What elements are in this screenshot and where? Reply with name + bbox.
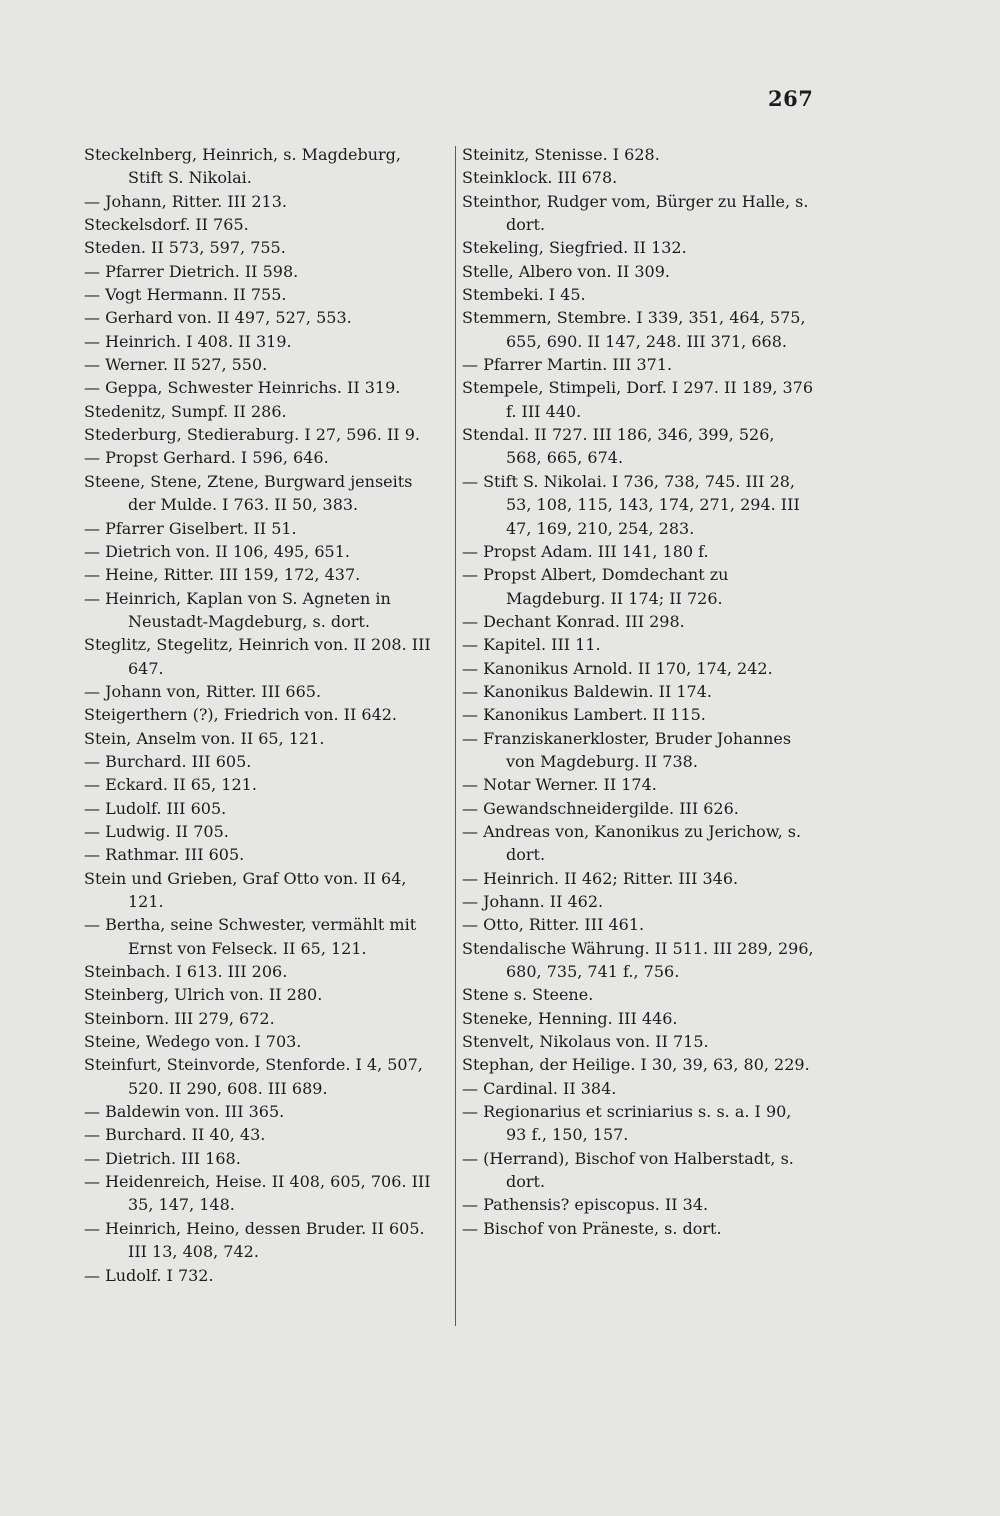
page-number: 267 bbox=[768, 86, 814, 111]
index-entry: — Notar Werner. II 174. bbox=[462, 775, 657, 795]
index-entry: — Johann, Ritter. III 213. bbox=[84, 191, 287, 211]
index-entry: — Bischof von Präneste, s. dort. bbox=[462, 1218, 722, 1238]
index-column-left bbox=[84, 143, 439, 1287]
index-entry: — Werner. II 527, 550. bbox=[84, 355, 268, 375]
index-entry: Stendalische Währung. II 511. III 289, 296, 680, 735, 741 f., 756. bbox=[462, 938, 814, 982]
index-entry: — Propst Gerhard. I 596, 646. bbox=[84, 448, 329, 468]
index-entry: — Regionarius et scriniarius s. s. a. I 90, 93 f., 150, 157. bbox=[462, 1102, 792, 1145]
index-entry: Stene s. Steene. bbox=[462, 985, 594, 1005]
index-entry: — Cardinal. II 384. bbox=[462, 1078, 617, 1098]
index-entry: Steinthor, Rudger vom, Bürger zu Halle, s. dort. bbox=[462, 191, 809, 235]
index-entry: Stelle, Albero von. II 309. bbox=[462, 261, 670, 281]
index-entry: — Pfarrer Dietrich. II 598. bbox=[84, 261, 299, 281]
index-entry: — Heinrich, Kaplan von S. Agneten in Neustadt-Magdeburg, s. dort. bbox=[84, 588, 391, 631]
index-entry: Stein, Anselm von. II 65, 121. bbox=[84, 728, 325, 748]
index-entry: — Heidenreich, Heise. II 408, 605, 706. III 35, 147, 148. bbox=[84, 1172, 431, 1215]
index-entry: Steigerthern (?), Friedrich von. II 642. bbox=[84, 705, 398, 725]
index-entry: Steden. II 573, 597, 755. bbox=[84, 238, 286, 258]
index-entry: Steinborn. III 279, 672. bbox=[84, 1008, 275, 1028]
index-entry: — Johann von, Ritter. III 665. bbox=[84, 681, 322, 701]
index-entry: — Andreas von, Kanonikus zu Jerichow, s. dort. bbox=[462, 821, 802, 865]
index-entry: — Kanonikus Baldewin. II 174. bbox=[462, 681, 712, 701]
index-entry: Steckelsdorf. II 765. bbox=[84, 215, 249, 235]
index-entry: Stemmern, Stembre. I 339, 351, 464, 575, 655, 690. II 147, 248. III 371, 668. bbox=[462, 308, 806, 351]
index-entry: Stempele, Stimpeli, Dorf. I 297. II 189, 376 f. III 440. bbox=[462, 378, 814, 421]
index-entry: — Eckard. II 65, 121. bbox=[84, 775, 257, 795]
index-entry: — Propst Albert, Domdechant zu Magdeburg. II 174; II 726. bbox=[462, 565, 729, 608]
index-entry: — Dietrich von. II 106, 495, 651. bbox=[84, 541, 350, 561]
index-entry: Steglitz, Stegelitz, Heinrich von. II 208. III 647. bbox=[84, 635, 431, 678]
index-entry: — Dechant Konrad. III 298. bbox=[462, 611, 685, 631]
index-entry: Stederburg, Stedieraburg. I 27, 596. II 9. bbox=[84, 425, 420, 445]
index-entry: — Pfarrer Giselbert. II 51. bbox=[84, 518, 297, 538]
index-entry: — Vogt Hermann. II 755. bbox=[84, 285, 287, 305]
index-entry: Stephan, der Heilige. I 30, 39, 63, 80, 229. bbox=[462, 1055, 810, 1075]
index-column-right bbox=[462, 143, 814, 1240]
index-entry: Steine, Wedego von. I 703. bbox=[84, 1032, 302, 1052]
index-entry: Stein und Grieben, Graf Otto von. II 64, 121. bbox=[84, 868, 407, 911]
index-entry: — Otto, Ritter. III 461. bbox=[462, 915, 645, 935]
index-entry: — Kapitel. III 11. bbox=[462, 635, 601, 655]
index-entry: — Rathmar. III 605. bbox=[84, 845, 245, 865]
index-entry: — Kanonikus Arnold. II 170, 174, 242. bbox=[462, 658, 773, 678]
index-entry: — Geppa, Schwester Heinrichs. II 319. bbox=[84, 378, 401, 398]
index-entry: — Ludolf. III 605. bbox=[84, 798, 227, 818]
index-entry: — Heine, Ritter. III 159, 172, 437. bbox=[84, 565, 361, 585]
index-entry: — Pfarrer Martin. III 371. bbox=[462, 355, 673, 375]
index-entry: Stembeki. I 45. bbox=[462, 285, 586, 305]
index-entry: — Burchard. III 605. bbox=[84, 751, 252, 771]
index-entry: — Pathensis? episcopus. II 34. bbox=[462, 1195, 709, 1215]
index-entry: — Dietrich. III 168. bbox=[84, 1148, 241, 1168]
index-entry: — Burchard. II 40, 43. bbox=[84, 1125, 266, 1145]
column-divider bbox=[455, 146, 456, 1326]
index-entry: Steinfurt, Steinvorde, Stenforde. I 4, 507, 520. II 290, 608. III 689. bbox=[84, 1055, 423, 1098]
index-entry: — Bertha, seine Schwester, vermählt mit Ernst von Felseck. II 65, 121. bbox=[84, 915, 417, 958]
index-entry: Stenvelt, Nikolaus von. II 715. bbox=[462, 1032, 709, 1052]
index-entry: — Ludwig. II 705. bbox=[84, 821, 229, 841]
index-entry: — Propst Adam. III 141, 180 f. bbox=[462, 541, 709, 561]
index-entry: Stekeling, Siegfried. II 132. bbox=[462, 238, 687, 258]
index-entry: Steinklock. III 678. bbox=[462, 168, 618, 188]
index-entry: — Ludolf. I 732. bbox=[84, 1265, 214, 1285]
index-entry: Steinitz, Stenisse. I 628. bbox=[462, 145, 660, 164]
index-entry: — Heinrich. I 408. II 319. bbox=[84, 331, 292, 351]
index-entry: — Kanonikus Lambert. II 115. bbox=[462, 705, 706, 725]
index-entry: — Franziskanerkloster, Bruder Johannes von Magdeburg. II 738. bbox=[462, 728, 792, 771]
index-entry: — Baldewin von. III 365. bbox=[84, 1102, 285, 1122]
index-entry: — Gewandschneidergilde. III 626. bbox=[462, 798, 739, 818]
index-entry: Stedenitz, Sumpf. II 286. bbox=[84, 401, 287, 421]
index-entry: Steneke, Henning. III 446. bbox=[462, 1008, 678, 1028]
index-entry: Steinberg, Ulrich von. II 280. bbox=[84, 985, 323, 1005]
index-entry: Steene, Stene, Ztene, Burgward jenseits der Mulde. I 763. II 50, 383. bbox=[84, 471, 413, 515]
index-entry: — Heinrich, Heino, dessen Bruder. II 605. III 13, 408, 742. bbox=[84, 1218, 425, 1262]
index-entry: — Johann. II 462. bbox=[462, 892, 604, 911]
index-entry: — Gerhard von. II 497, 527, 553. bbox=[84, 308, 352, 328]
index-entry: — (Herrand), Bischof von Halberstadt, s. dort. bbox=[462, 1148, 794, 1192]
index-entry: Steinbach. I 613. III 206. bbox=[84, 962, 288, 982]
index-entry: — Stift S. Nikolai. I 736, 738, 745. III 28, 53, 108, 115, 143, 174, 271, 294. III 47, 169, 210, 254, 283. bbox=[462, 471, 800, 538]
index-entry: — Heinrich. II 462; Ritter. III 346. bbox=[462, 868, 739, 888]
index-entry: Stendal. II 727. III 186, 346, 399, 526, 568, 665, 674. bbox=[462, 425, 775, 468]
index-entry: Steckelnberg, Heinrich, s. Magdeburg, Stift S. Nikolai. bbox=[84, 145, 402, 188]
